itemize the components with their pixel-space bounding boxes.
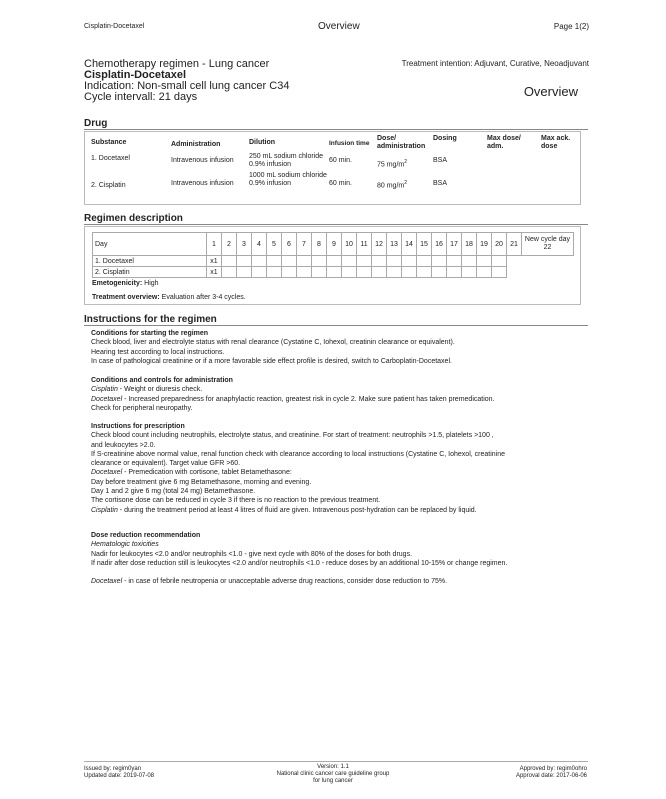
drug-header-dilution: Dilution	[249, 139, 276, 146]
prescription-line: Day 1 and 2 give 6 mg (total 24 mg) Betamethasone.	[91, 488, 256, 496]
guideline-group-sub: for lung cancer	[313, 778, 353, 784]
day-number: 19	[477, 233, 492, 256]
day-number: 9	[327, 233, 342, 256]
drug-header-dose: Dose/ administration	[377, 135, 426, 150]
drug-name: Docetaxel	[91, 469, 123, 477]
drug-header-max-dose: Max dose/ adm.	[487, 135, 521, 150]
schedule-drug-2-mark: x1	[207, 267, 222, 278]
dose-reduction-subheading: Hematologic toxicities	[91, 541, 159, 549]
footer-divider	[84, 761, 588, 762]
drug-row-1-substance: 1. Docetaxel	[91, 155, 130, 162]
drug-table	[84, 131, 581, 205]
dose-reduction-line: If nadir after dose reduction still is leukocytes <2.0 and/or neutrophils <1.0 - reduce doses by an additional 10-15% or change regimen.	[91, 559, 508, 567]
treatment-overview	[92, 294, 246, 301]
prescription-line: Day before treatment give 6 mg Betamethasone, morning and evening.	[91, 478, 312, 486]
day-number: 8	[312, 233, 327, 256]
day-number: 5	[267, 233, 282, 256]
drug-row-1-dosing: BSA	[433, 157, 448, 164]
day-number: 6	[282, 233, 297, 256]
instructions-dose-reduction	[91, 531, 586, 586]
drug-name: Cisplatin	[91, 386, 118, 394]
instructions-title: Instructions for the regimen	[84, 314, 217, 325]
header-section: Overview	[318, 21, 360, 32]
start-conditions-line: Check blood, liver and electrolyte status with renal clearance (Cystatine C, Iohexol, creatinin clearance or equivalent).	[91, 339, 455, 347]
day-number: 20	[492, 233, 507, 256]
administration-line	[91, 385, 586, 394]
drug-row-1-administration: Intravenous infusion	[171, 157, 234, 164]
day-number: 15	[417, 233, 432, 256]
drug-row-2-dosing: BSA	[433, 180, 448, 187]
prescription-line	[91, 468, 586, 477]
drug-row-1-infusion-time: 60 min.	[329, 157, 352, 164]
schedule-drug-1-mark: x1	[207, 256, 222, 267]
prescription-line: If S-creatinine above normal value, renal function check with clearance according to local instructions (Cystatine C, Iohexol, creatinine	[91, 450, 505, 458]
regimen-description-title: Regimen description	[84, 213, 183, 224]
approved-by: Approved by: regim0ohro	[519, 766, 587, 772]
day-number: 21	[507, 233, 522, 256]
new-cycle-day: New cycle day 22	[522, 233, 574, 256]
administration-heading: Conditions and controls for administration	[91, 377, 233, 384]
prescription-text: - during the treatment period at least 4 litres of fluid are given. Intravenous post-hydration can be replaced by liquid.	[117, 506, 477, 514]
drug-name: Docetaxel	[91, 395, 123, 403]
overview-heading: Overview	[523, 84, 578, 99]
drug-divider	[84, 129, 588, 130]
drug-row-2-substance: 2. Cisplatin	[91, 182, 126, 189]
drug-name: Docetaxel	[91, 578, 123, 586]
treatment-intention: Treatment intention: Adjuvant, Curative, Neoadjuvant	[401, 59, 589, 68]
drug-header-substance: Substance	[91, 139, 127, 146]
day-number: 4	[252, 233, 267, 256]
day-number: 17	[447, 233, 462, 256]
issued-by: Issued by: regim0yan	[84, 766, 142, 772]
dose-reduction-line	[91, 577, 586, 586]
start-conditions-heading: Conditions for starting the regimen	[91, 330, 209, 337]
administration-line	[91, 395, 586, 404]
day-number: 2	[222, 233, 237, 256]
emetogenicity-value: High	[144, 280, 159, 287]
day-number: 14	[402, 233, 417, 256]
prescription-line	[91, 506, 586, 515]
drug-header-dosing: Dosing	[433, 135, 457, 142]
start-conditions-line: Hearing test according to local instructions.	[91, 348, 225, 356]
drug-row-2-dose: 80 $mg/m^2$	[377, 180, 408, 190]
day-number: 18	[462, 233, 477, 256]
header-document-name: Cisplatin-Docetaxel	[84, 23, 145, 30]
dose-reduction-line: Nadir for leukocytes <2.0 and/or neutrophils <1.0 - give next cycle with 80% of the doses for both drugs.	[91, 550, 413, 558]
day-number: 11	[357, 233, 372, 256]
treatment-overview-label: Treatment overview:	[92, 294, 160, 301]
regimen-description-divider	[84, 224, 588, 225]
guideline-group: National clinic cancer care guideline group	[276, 771, 390, 777]
drug-row-2-infusion-time: 60 min.	[329, 180, 352, 187]
day-number: 3	[237, 233, 252, 256]
dose-reduction-heading: Dose reduction recommendation	[91, 532, 201, 539]
prescription-line: and leukocytes >2.0.	[91, 441, 156, 449]
emetogenicity-label: Emetogenicity:	[92, 280, 143, 287]
footer-approval	[516, 766, 587, 780]
regimen-schedule-table	[92, 232, 574, 278]
regimen-cycle: Cycle intervall: 21 days	[84, 91, 198, 103]
day-number: 16	[432, 233, 447, 256]
day-number: 7	[297, 233, 312, 256]
dose-reduction-text: - in case of febrile neutropenia or unacceptable adverse drug reactions, consider dose reduction to 75%.	[122, 578, 448, 586]
updated-date: Updated date: 2019-07-08	[84, 773, 155, 779]
header-page-number: Page 1(2)	[553, 22, 589, 31]
drug-section-title: Drug	[84, 118, 108, 129]
treatment-overview-value: Evaluation after 3-4 cycles.	[161, 294, 246, 301]
day-number: 13	[387, 233, 402, 256]
prescription-line: The cortisone dose can be reduced in cycle 3 if there is no reaction to the previous treatment.	[91, 497, 381, 505]
approval-date: Approval date: 2017-06-06	[515, 773, 587, 779]
regimen-indication: Indication: Non-small cell lung cancer C34	[84, 80, 290, 92]
prescription-text: - Premedication with cortisone, tablet Betamethasone:	[122, 469, 292, 477]
instructions-divider	[84, 325, 588, 326]
regimen-name: Cisplatin-Docetaxel	[84, 69, 187, 81]
schedule-drug-2: 2. Cisplatin	[93, 267, 207, 278]
administration-line: Check for peripheral neuropathy.	[91, 404, 193, 412]
schedule-drug-1: 1. Docetaxel	[93, 256, 207, 267]
start-conditions-line: In case of pathological creatinine or if a more favorable side effect profile is desired, switch to Carboplatin-Docetaxel.	[91, 357, 452, 365]
administration-text: - Increased preparedness for anaphylactic reaction, greatest risk in cycle 2. Make sure patient has taken premedication.	[122, 395, 495, 403]
emetogenicity	[92, 280, 159, 287]
administration-text: - Weight or diuresis check.	[117, 386, 203, 394]
day-label: Day	[93, 233, 207, 256]
drug-row-1-dilution: 250 mL sodium chloride 0.9% infusion	[249, 153, 324, 168]
regimen-description-box	[84, 226, 581, 305]
prescription-line: Check blood count including neutrophils, electrolyte status, and creatinine. For start of treatment: neutrophils >1.5, platelets >100 ,	[91, 432, 494, 440]
drug-row-2-administration: Intravenous infusion	[171, 180, 234, 187]
regimen-category: Chemotherapy regimen - Lung cancer	[84, 58, 270, 70]
prescription-heading: Instructions for prescription	[91, 423, 185, 430]
instructions-administration	[91, 376, 586, 413]
drug-header-administration: Administration	[171, 141, 221, 148]
version: Version: 1.1	[317, 764, 349, 770]
drug-name: Cisplatin	[91, 506, 118, 514]
drug-row-2-dilution: 1000 mL sodium chloride 0.9% infusion	[249, 172, 327, 187]
day-number: 10	[342, 233, 357, 256]
prescription-line: clearance or equivalent). Target value GFR >60.	[91, 460, 241, 468]
day-number: 1	[207, 233, 222, 256]
instructions-start-conditions	[91, 329, 586, 366]
drug-header-infusion-time: Infusion time	[329, 140, 370, 147]
instructions-prescription	[91, 422, 586, 515]
footer-version	[240, 764, 426, 785]
day-number: 12	[372, 233, 387, 256]
drug-header-max-ack-dose: Max ack. dose	[541, 135, 571, 150]
drug-row-1-dose: 75 $mg/m^2$	[377, 159, 408, 169]
footer-issued	[84, 766, 154, 780]
